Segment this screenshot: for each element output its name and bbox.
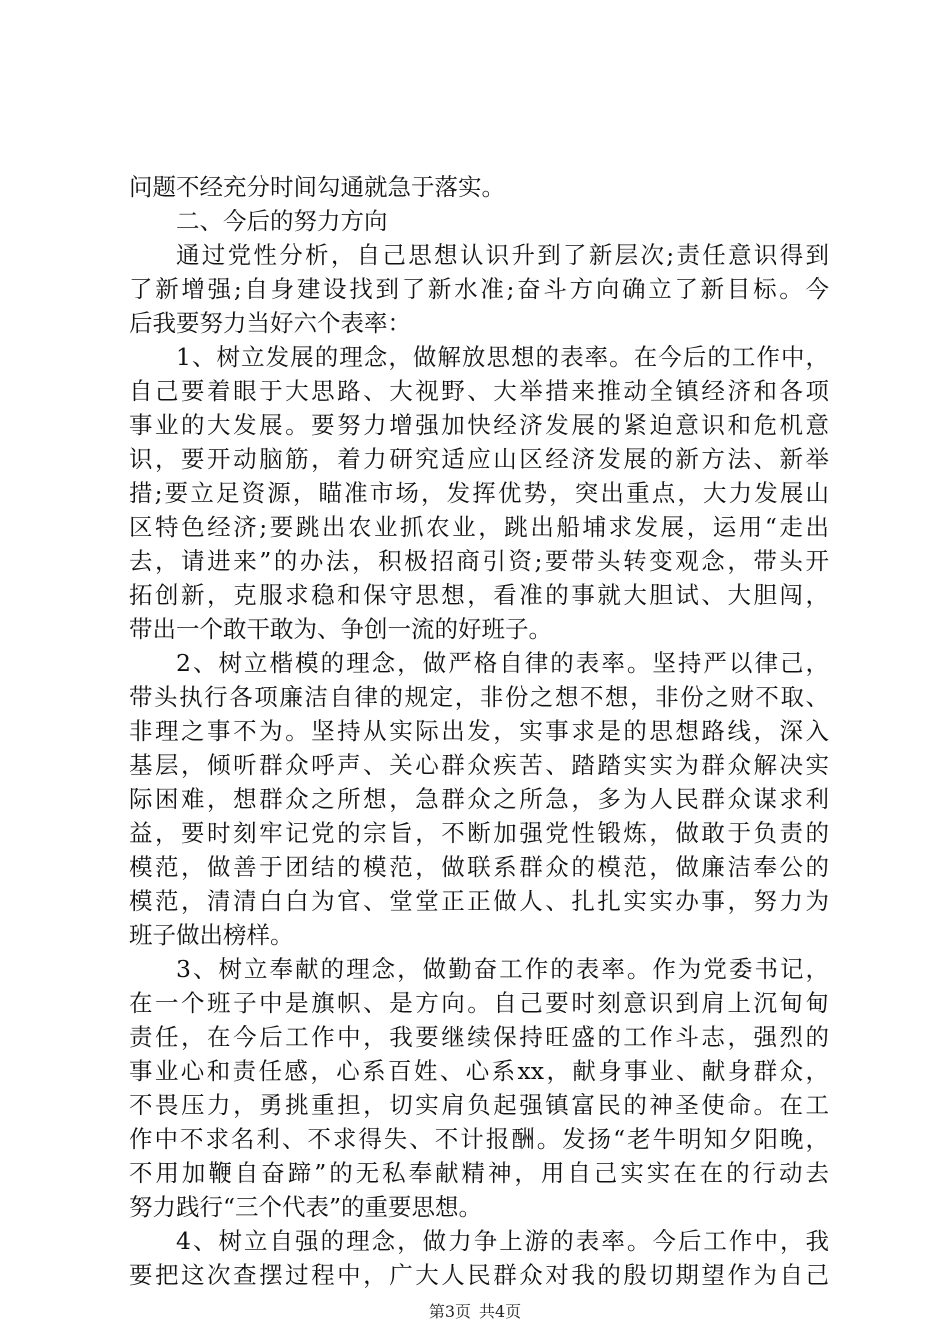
- text-line: 作中不求名利、不求得失、不计报酬。发扬“老牛明知夕阳晚，: [129, 1125, 829, 1153]
- text-line: 了新增强;自身建设找到了新水准;奋斗方向确立了新目标。今: [129, 275, 829, 303]
- text-line: 班子做出榜样。: [129, 921, 294, 949]
- text-line: 区特色经济;要跳出农业抓农业，跳出船埔求发展，运用“走出: [129, 513, 829, 541]
- text-line: 后我要努力当好六个表率：: [129, 309, 411, 337]
- text-line: 模范，清清白白为官、堂堂正正做人、扎扎实实办事，努力为: [129, 887, 829, 915]
- text-line: 措;要立足资源，瞄准市场，发挥优势，突出重点，大力发展山: [129, 479, 829, 507]
- page-footer: [0, 1300, 950, 1324]
- text-line: 基层，倾听群众呼声、关心群众疾苦、踏踏实实为群众解决实: [129, 751, 829, 779]
- document-body: [129, 170, 829, 1292]
- text-line: 非理之事不为。坚持从实际出发，实事求是的思想路线，深入: [129, 717, 829, 745]
- text-line: 去，请进来”的办法，积极招商引资;要带头转变观念，带头开: [129, 547, 829, 575]
- text-line: 4、树立自强的理念，做力争上游的表率。今后工作中，我: [176, 1227, 829, 1255]
- text-line: 带头执行各项廉洁自律的规定，非份之想不想，非份之财不取、: [129, 683, 829, 711]
- text-line: 自己要着眼于大思路、大视野、大举措来推动全镇经济和各项: [129, 377, 829, 405]
- text-line: 1、树立发展的理念，做解放思想的表率。在今后的工作中，: [176, 343, 829, 371]
- text-line: 模范，做善于团结的模范，做联系群众的模范，做廉洁奉公的: [129, 853, 829, 881]
- text-line: 努力践行“三个代表”的重要思想。: [129, 1193, 483, 1221]
- text-line: 在一个班子中是旗帜、是方向。自己要时刻意识到肩上沉甸甸: [129, 989, 829, 1017]
- text-line: 不用加鞭自奋蹄”的无私奉献精神，用自己实实在在的行动去: [129, 1159, 829, 1187]
- section-heading: 二、今后的努力方向: [176, 207, 388, 235]
- text-line: 3、树立奉献的理念，做勤奋工作的表率。作为党委书记，: [176, 955, 829, 983]
- text-line: 事业的大发展。要努力增强加快经济发展的紧迫意识和危机意: [129, 411, 829, 439]
- page-number: 第3页: [428, 1302, 471, 1321]
- text-line: 识，要开动脑筋，着力研究适应山区经济发展的新方法、新举: [129, 445, 829, 473]
- text-line: 拓创新，克服求稳和保守思想，看准的事就大胆试、大胆闯，: [129, 581, 829, 609]
- text-line: 要把这次查摆过程中，广大人民群众对我的殷切期望作为自己: [129, 1261, 829, 1289]
- page-total: 共4页: [479, 1302, 522, 1321]
- text-line: 不畏压力，勇挑重担，切实肩负起强镇富民的神圣使命。在工: [129, 1091, 829, 1119]
- text-line: 际困难，想群众之所想，急群众之所急，多为人民群众谋求利: [129, 785, 829, 813]
- text-line: 事业心和责任感，心系百姓、心系xx，献身事业、献身群众，: [129, 1057, 829, 1085]
- text-line: 2、树立楷模的理念，做严格自律的表率。坚持严以律己，: [176, 649, 829, 677]
- text-line: 通过党性分析，自己思想认识升到了新层次;责任意识得到: [176, 241, 829, 269]
- text-line: 带出一个敢干敢为、争创一流的好班子。: [129, 615, 552, 643]
- text-line: 益，要时刻牢记党的宗旨，不断加强党性锻炼，做敢于负责的: [129, 819, 829, 847]
- text-line: 责任，在今后工作中，我要继续保持旺盛的工作斗志，强烈的: [129, 1023, 829, 1051]
- text-line: 问题不经充分时间勾通就急于落实。: [129, 173, 505, 201]
